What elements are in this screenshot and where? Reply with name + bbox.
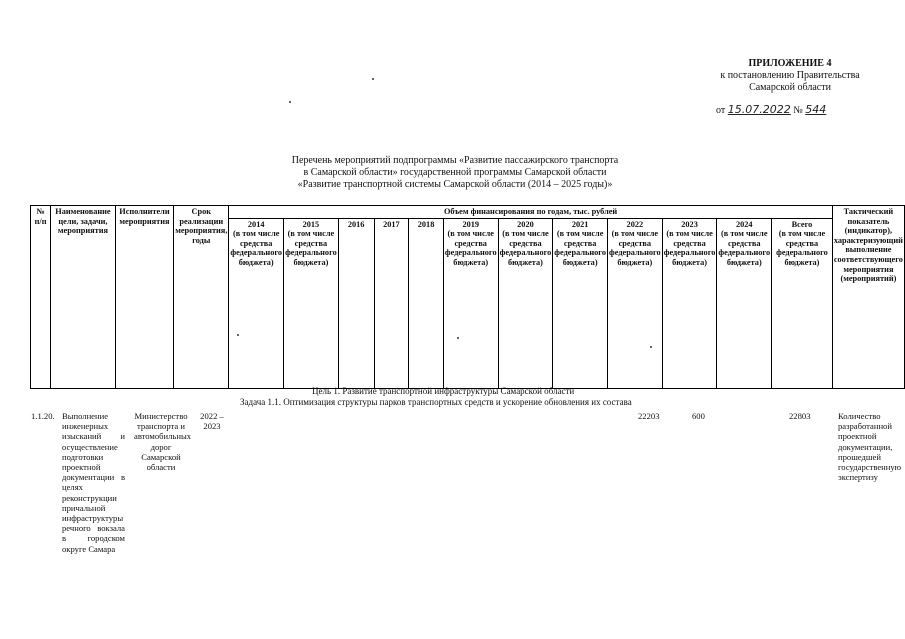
header-total: Всего (в том числе средства федерального бюджета) [772,218,833,388]
appendix-dateline [716,103,826,116]
header-year-2024: 2024 (в том числе средства федерального бюджета) [717,218,772,388]
row-value-total: 22803 [789,411,811,421]
measures-table-header [30,205,905,389]
header-term: Срок реализации мероприятия, годы [174,206,229,389]
handwritten-number: 544 [805,103,827,116]
header-year-2018: 2018 [409,218,444,388]
date-prefix: от [716,105,726,116]
scan-speck [289,101,291,103]
row-indicator: Количество разработанной проектной документации, прошедшей государственную экспертизу [838,411,902,483]
row-value-2022: 22203 [638,411,660,421]
scan-speck [457,337,459,339]
scan-speck [372,78,374,80]
header-funding: Объем финансирования по годам, тыс. рублей [229,206,832,219]
title-line1: Перечень мероприятий подпрограммы «Развитие пассажирского транспорта [291,155,619,166]
header-year-2020: 2020 (в том числе средства федерального бюджета) [498,218,553,388]
handwritten-date: 15.07.2022 [727,103,791,116]
header-year-2014: 2014 (в том числе средства федерального бюджета) [229,218,284,388]
row-executors: Министерство транспорта и автомобильных дорог Самарской области [134,411,192,473]
header-year-2019: 2019 (в том числе средства федерального бюджета) [443,218,498,388]
title-line3: «Развитие транспортной системы Самарской области (2014 – 2025 годы)» [297,179,613,190]
document-title [250,155,660,191]
header-name: Наименование цели, задачи, мероприятия [51,206,116,389]
row-name: Выполнение инженерных изысканий и осуществление подготовки проектной документации в целях реконструкции причальной инфраструктуры речного вокзала в городском округе Самара [62,411,125,554]
header-year-2023: 2023 (в том числе средства федерального бюджета) [662,218,717,388]
appendix-header [690,58,890,94]
row-value-2023: 600 [692,411,705,421]
task-row: Задача 1.1. Оптимизация структуры парков транспортных средств и ускорение обновления их состава [240,397,632,407]
number-prefix: № [793,105,803,116]
scan-speck [237,334,239,336]
row-term: 2022 – 2023 [200,411,224,432]
header-num: № п/п [31,206,51,389]
appendix-line2: к постановлению Правительства [720,70,860,81]
title-line2: в Самарской области» государственной программы Самарской области [303,167,607,178]
header-executors: Исполнители мероприятия [115,206,173,389]
header-year-2022: 2022 (в том числе средства федерального бюджета) [608,218,663,388]
row-num: 1.1.20. [31,411,55,421]
header-indicator: Тактический показатель (индикатор), характеризующий выполнение соответствующего мероприятия (мероприятий) [832,206,904,389]
goal-row: Цель 1. Развитие транспортной инфраструктуры Самарской области [312,386,575,396]
scan-speck [650,346,652,348]
appendix-title: ПРИЛОЖЕНИЕ 4 [748,58,832,69]
header-year-2017: 2017 [374,218,409,388]
header-year-2016: 2016 [338,218,374,388]
appendix-line3: Самарской области [749,82,831,93]
header-year-2021: 2021 (в том числе средства федерального бюджета) [553,218,608,388]
header-year-2015: 2015 (в том числе средства федерального бюджета) [284,218,339,388]
